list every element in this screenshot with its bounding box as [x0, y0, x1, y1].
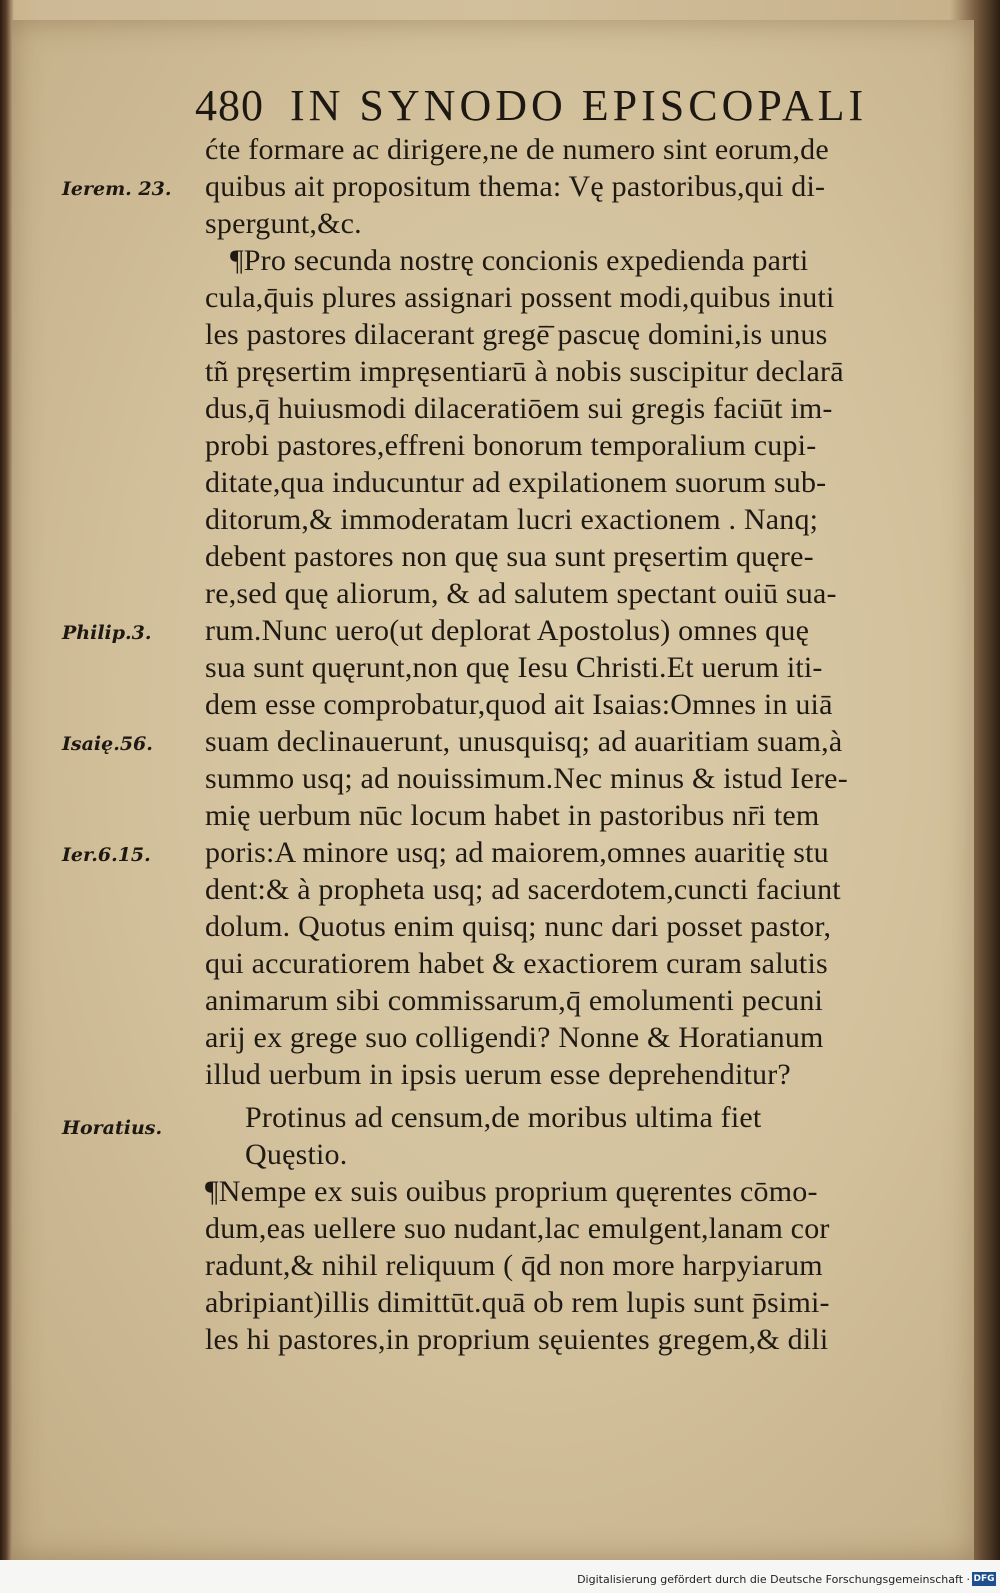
- text-line: tñ pręsertim impręsentiarū à nobis suscipitur declarā: [205, 355, 844, 388]
- text-line: sua sunt quęrunt,non quę Iesu Christi.Et uerum iti-: [205, 651, 823, 684]
- text-line: radunt,& nihil reliquum ( q̄d non more harpyiarum: [205, 1249, 823, 1282]
- text-line: arij ex grege suo colligendi? Nonne & Horatianum: [205, 1021, 824, 1054]
- text-line: spergunt,&c.: [205, 207, 362, 240]
- text-line: re,sed quę aliorum, & ad salutem spectant ouiū sua-: [205, 577, 837, 610]
- text-line: dum,eas uellere suo nudant,lac emulgent,lanam cor: [205, 1212, 830, 1245]
- text-line: dent:& à propheta usq; ad sacerdotem,cuncti faciunt: [205, 873, 841, 906]
- text-line: mię uerbum nūc locum habet in pastoribus nr̄i tem: [205, 799, 820, 832]
- text-line: qui accuratiorem habet & exactiorem curam salutis: [205, 947, 828, 980]
- margin-note: Ierem. 23.: [62, 178, 172, 200]
- text-line: illud uerbum in ipsis uerum esse deprehenditur?: [205, 1058, 791, 1091]
- running-header: [195, 80, 867, 131]
- text-line: les pastores dilacerant gregē̄ pascuę domini,is unus: [205, 318, 828, 351]
- text-line: dolum. Quotus enim quisq; nunc dari posset pastor,: [205, 910, 832, 943]
- text-line: Protinus ad censum,de moribus ultima fiet: [245, 1101, 762, 1134]
- text-line: probi pastores,effreni bonorum temporalium cupi-: [205, 429, 817, 462]
- running-title: IN SYNODO EPISCOPALI: [290, 81, 868, 130]
- text-line: ćte formare ac dirigere,ne de numero sint eorum,de: [205, 133, 829, 166]
- margin-note: Horatius.: [62, 1117, 163, 1139]
- text-line: cula,q̄uis plures assignari possent modi,quibus inuti: [205, 281, 835, 314]
- text-line: ¶Pro secunda nostrę concionis expedienda parti: [230, 244, 809, 277]
- dfg-logo: DFG: [973, 1574, 995, 1584]
- text-line: quibus ait propositum thema: Vę pastoribus,qui di-: [205, 170, 826, 203]
- margin-note: Ier.6.15.: [62, 844, 151, 866]
- text-line: ¶Nempe ex suis ouibus proprium quęrentes cōmo-: [205, 1175, 818, 1208]
- digitization-credit: Digitalisierung gefördert durch die Deutsche Forschungsgemeinschaft ·: [577, 1573, 970, 1586]
- text-line: ditate,qua inducuntur ad expilationem suorum sub-: [205, 466, 827, 499]
- text-line: abripiant)illis dimittūt.quā ob rem lupis sunt p̄simi-: [205, 1286, 830, 1319]
- text-line: summo usq; ad nouissimum.Nec minus & istud Iere-: [205, 762, 848, 795]
- text-line: Quęstio.: [245, 1138, 348, 1171]
- page-number: 480: [195, 81, 264, 130]
- text-line: les hi pastores,in proprium sęuientes gregem,& dili: [205, 1323, 829, 1356]
- text-line: poris:A minore usq; ad maiorem,omnes auaritię stu: [205, 836, 829, 869]
- text-line: rum.Nunc uero(ut deplorat Apostolus) omnes quę: [205, 614, 810, 647]
- margin-note: Philip.3.: [62, 622, 152, 644]
- text-line: ditorum,& immoderatam lucri exactionem . Nanq;: [205, 503, 819, 536]
- text-line: dus,q̄ huiusmodi dilaceratiōem sui gregis faciūt im-: [205, 392, 833, 425]
- text-line: dem esse comprobatur,quod ait Isaias:Omnes in uiā: [205, 688, 833, 721]
- text-line: debent pastores non quę sua sunt pręsertim quęre-: [205, 540, 814, 573]
- text-line: animarum sibi commissarum,q̄ emolumenti pecuni: [205, 984, 824, 1017]
- text-line: suam declinauerunt, unusquisq; ad auaritiam suam,à: [205, 725, 843, 758]
- margin-note: Isaię.56.: [62, 733, 153, 755]
